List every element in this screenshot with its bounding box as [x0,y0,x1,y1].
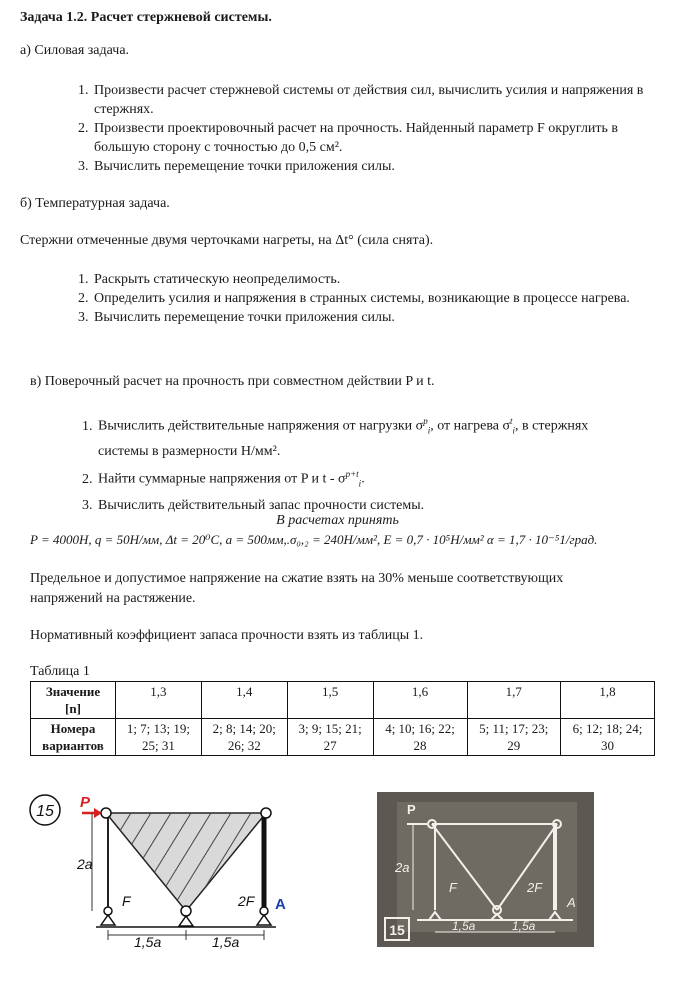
hinge [261,808,271,818]
table-cell: 4; 10; 16; 22; 28 [373,719,467,756]
rod-left-label: F [122,893,131,909]
item-text: системы в размерности Н/мм². [98,444,281,460]
item-text: Найти суммарные напряжения от P и t - σ [98,472,346,488]
calc-formula: P = 4000Н, q = 50Н/мм, Δt = 20⁰C, a = 500мм,.σ₀,₂ = 240Н/мм², E = 0,7 · 10⁵Н/мм² α = 1,7 · 10⁻⁵1/град. [30,532,598,547]
paragraph-compression-line2: напряжений на растяжение. [30,591,196,606]
section-b-note: Стержни отмеченные двумя черточками нагреты, на Δt° (сила снята). [20,233,434,248]
table-cell: 1; 7; 13; 19; 25; 31 [116,719,202,756]
variants-table [30,681,655,756]
photo-load-label: P [407,802,416,817]
table-row [31,719,655,756]
section-a-heading: а) Силовая задача. [20,43,130,58]
table-cell: 6; 12; 18; 24; 30 [560,719,654,756]
support-icon [257,915,271,925]
list-item: 3. Вычислить перемещение точки приложения силы. [92,308,667,327]
section-c-list [78,410,675,517]
photo-number: 15 [389,922,405,938]
truss-scheme-photo [377,792,594,947]
table-cell: 3; 9; 15; 21; 27 [287,719,373,756]
table-cell: 1,6 [373,682,467,719]
span-left-label: 1,5a [134,934,162,950]
photo-span-left-label: 1,5a [452,919,476,933]
support-icon [101,915,115,925]
scheme-number: 15 [36,803,54,820]
height-label: 2a [77,856,93,872]
table-cell: 1,3 [116,682,202,719]
paragraph-compression-line1: Предельное и допустимое напряжение на сжатие взять на 30% меньше соответствующих [30,571,564,586]
photo-rod-left-label: F [449,880,457,895]
list-item [96,463,675,494]
support-label: A [275,896,286,913]
table-cell: 1,7 [467,682,560,719]
item-text: . [361,472,365,488]
task-title: Задача 1.2. Расчет стержневой системы. [20,10,272,25]
table-cell: 2; 8; 14; 20; 26; 32 [201,719,287,756]
table-row [31,682,655,719]
paragraph-safety-factor: Нормативный коэффициент запаса прочности взять из таблицы 1. [30,628,424,643]
table-cell: 1,4 [201,682,287,719]
table-cell: 1,8 [560,682,654,719]
section-b-heading: б) Температурная задача. [20,196,170,211]
table-label: Таблица 1 [30,664,90,679]
symbol: i [358,478,362,489]
photo-span-right-label: 1,5a [512,919,536,933]
photo-rod-right-label: 2F [527,880,543,895]
table-cell: 5; 11; 17; 23; 29 [467,719,560,756]
symbol: p+t [345,469,359,480]
list-item: 2. Произвести проектировочный расчет на прочность. Найденный параметр F округлить в большую сторону с точностью до 0,5 см². [92,119,675,157]
list-item [96,410,675,463]
list-item: 1. Произвести расчет стержневой системы от действия сил, вычислить усилия и напряжения в стержнях. [92,81,675,119]
list-item: 3. Вычислить перемещение точки приложения силы. [92,157,675,176]
table-header-cell: Значение [n] [31,682,116,719]
list-item: 3. Вычислить действительный запас прочности системы. [96,495,675,517]
hinge [181,906,191,916]
item-text: , от нагрева σ [430,418,511,434]
section-a-list [74,81,675,176]
list-item: 1. Раскрыть статическую неопределимость. [92,270,667,289]
load-arrowhead-icon [94,808,102,818]
item-text: , в стержнях [515,418,589,434]
table-cell: 1,5 [287,682,373,719]
section-c-heading: в) Поверочный расчет на прочность при совместном действии P и t. [30,374,435,389]
span-right-label: 1,5a [212,934,240,950]
section-b-list [74,270,667,327]
symbol: p [423,416,428,426]
hinge [101,808,111,818]
symbol: i [427,425,431,436]
photo-height-label: 2a [395,860,410,875]
calc-caption: В расчетах принять [276,513,399,528]
photo-support-label: A [567,895,576,910]
truss-scheme-left [22,785,322,950]
symbol: t [510,416,513,426]
table-header-cell: Номера вариантов [31,719,116,756]
item-text: Вычислить действительные напряжения от нагрузки σ [98,418,424,434]
symbol: i [512,425,516,436]
support-icon [179,916,193,926]
rod-right-label: 2F [238,893,255,909]
list-item: 2. Определить усилия и напряжения в странных системы, возникающие в процессе нагрева. [92,289,667,308]
load-label: P [80,794,91,811]
